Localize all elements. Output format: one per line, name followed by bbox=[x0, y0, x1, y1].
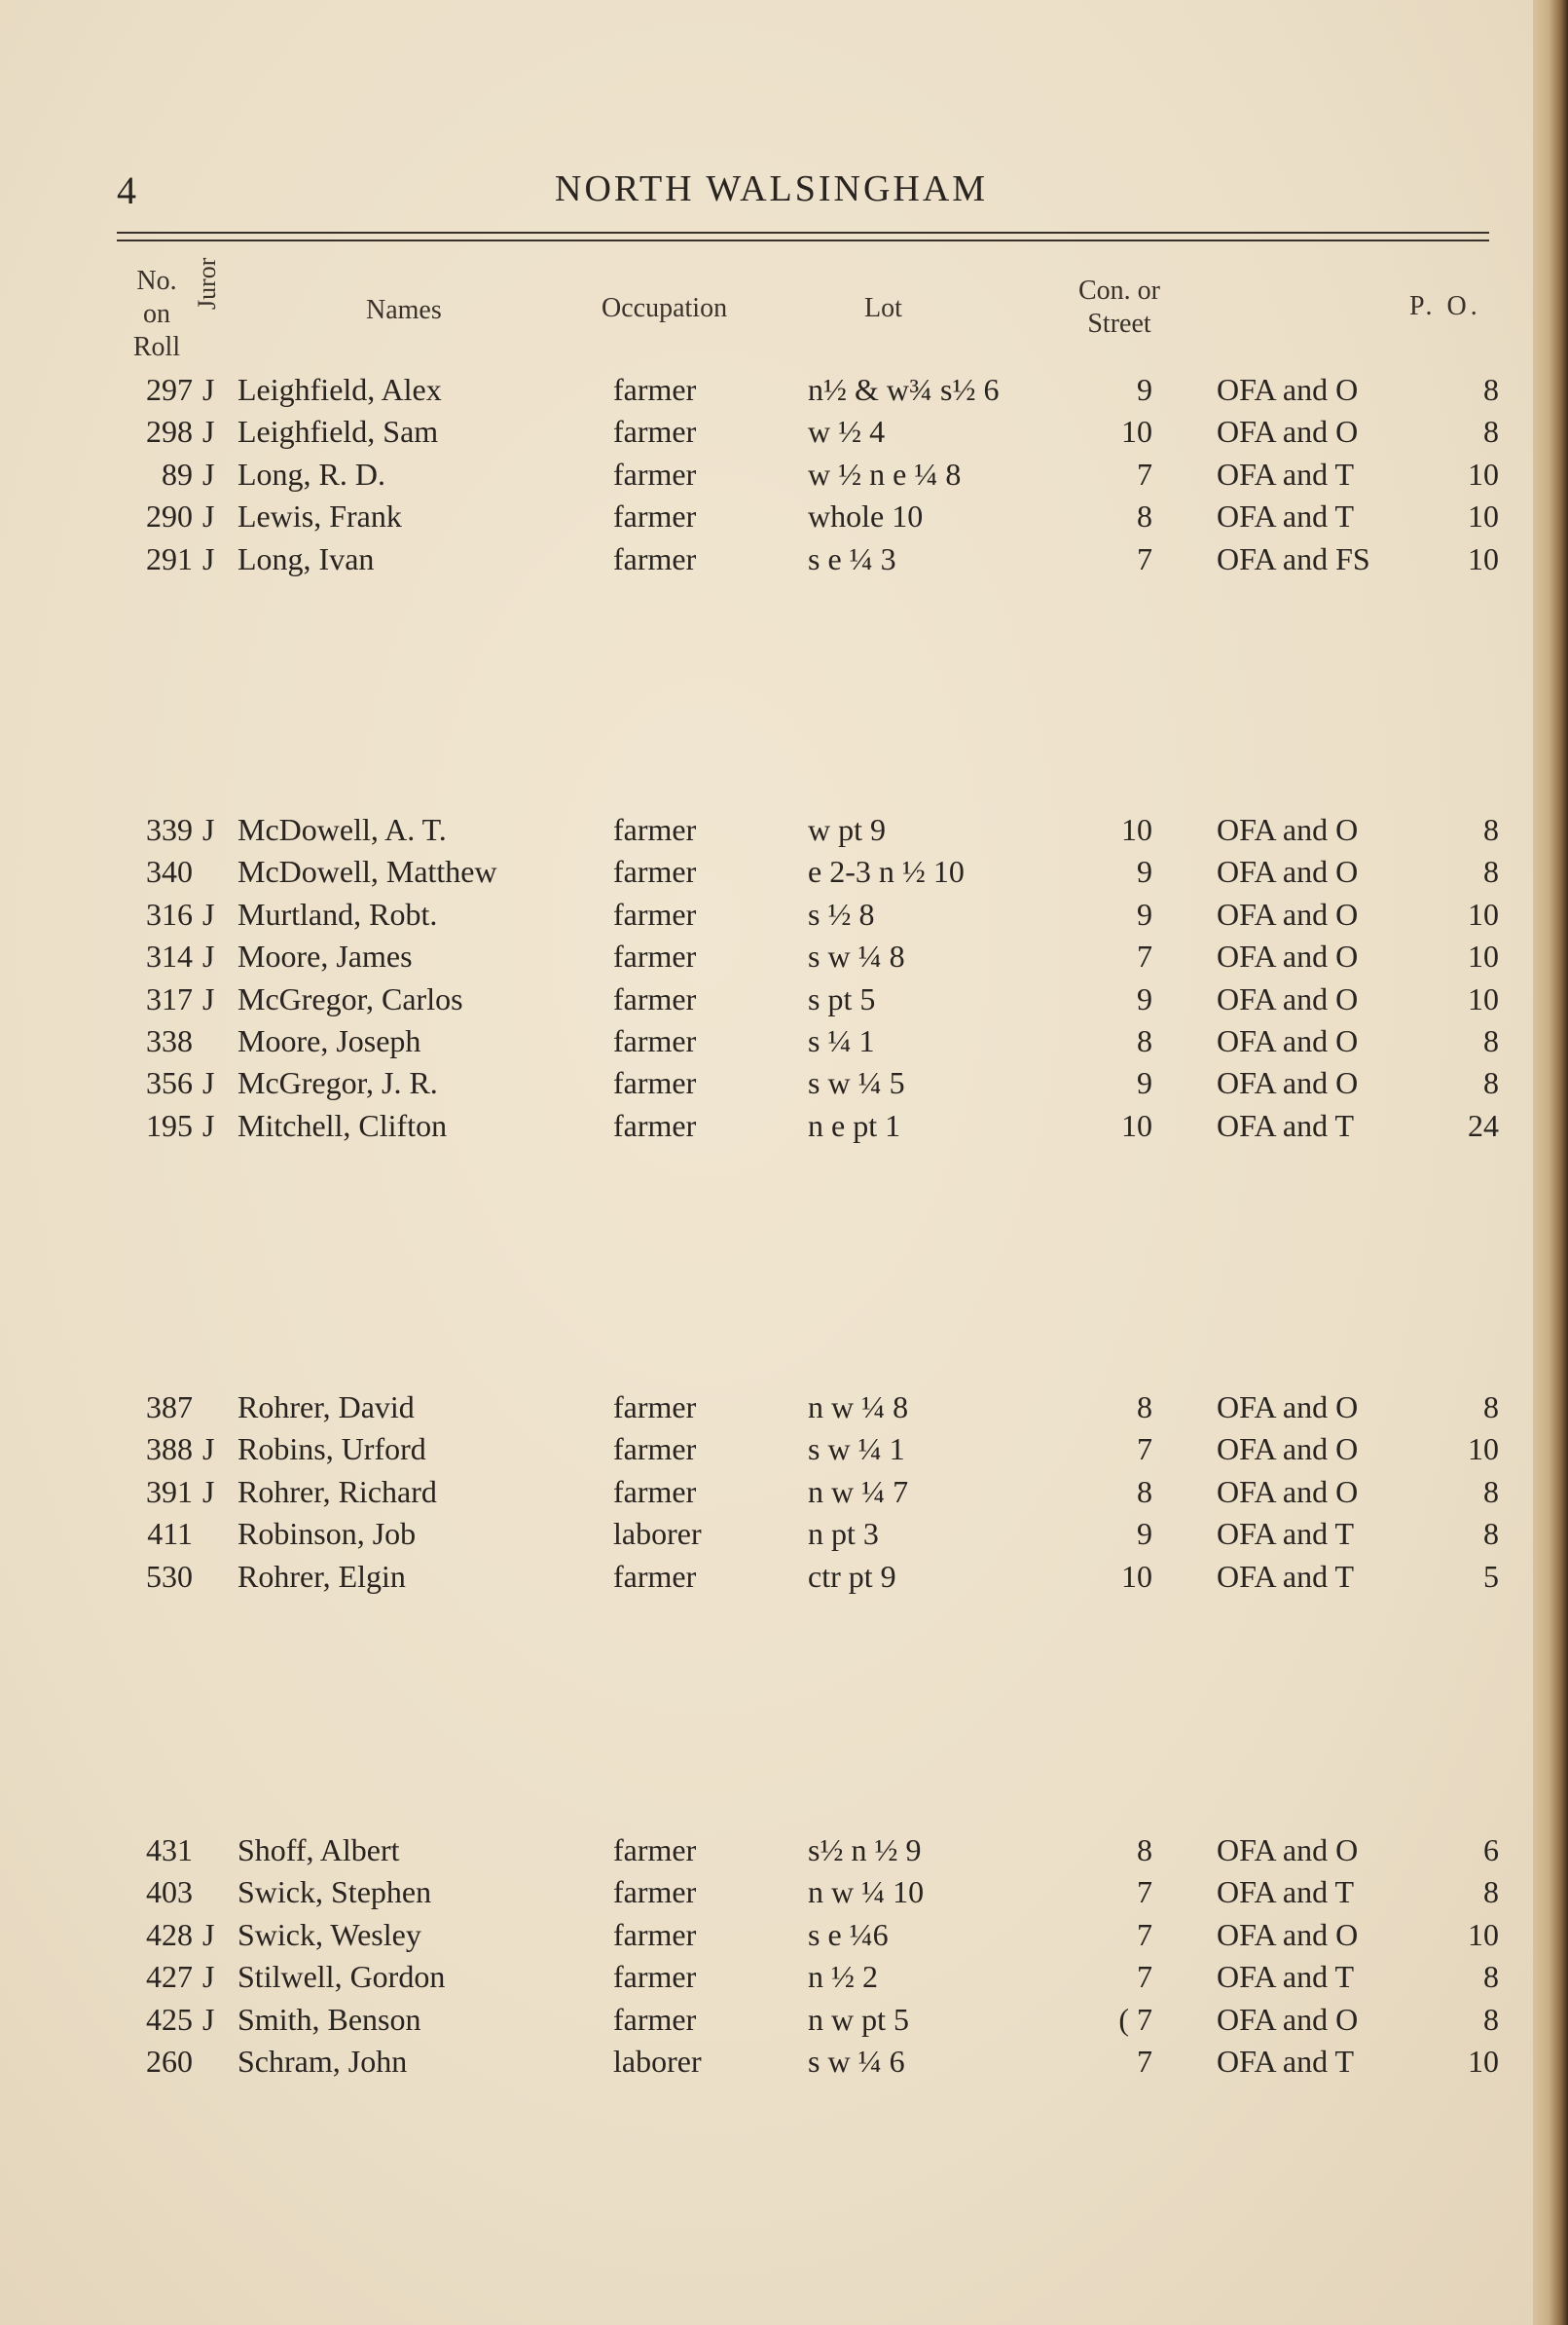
concession: 7 bbox=[1137, 1874, 1152, 1910]
distance: 8 bbox=[1483, 1065, 1499, 1101]
table-row bbox=[0, 1021, 1568, 1060]
concession: 8 bbox=[1137, 498, 1152, 535]
lot: n pt 3 bbox=[808, 1516, 879, 1552]
roll-number: 403 bbox=[146, 1874, 193, 1910]
person-name: Smith, Benson bbox=[237, 2001, 421, 2037]
roll-number: 339 bbox=[146, 812, 193, 847]
distance: 10 bbox=[1468, 939, 1499, 975]
distance: 10 bbox=[1468, 896, 1499, 932]
distance: 8 bbox=[1483, 1389, 1499, 1424]
concession: 7 bbox=[1137, 2044, 1152, 2079]
roll-number: 391 bbox=[146, 1473, 193, 1509]
concession: 8 bbox=[1137, 1473, 1152, 1509]
lot: n e pt 1 bbox=[808, 1107, 901, 1143]
page-title: NORTH WALSINGHAM bbox=[555, 168, 989, 209]
person-name: McGregor, Carlos bbox=[237, 980, 463, 1016]
lot: n w ¼ 8 bbox=[808, 1389, 909, 1424]
person-name: Swick, Stephen bbox=[237, 1874, 432, 1910]
lot: s ¼ 1 bbox=[808, 1023, 875, 1058]
concession: 7 bbox=[1137, 540, 1152, 576]
concession: 9 bbox=[1137, 854, 1152, 890]
page-number: 4 bbox=[117, 168, 136, 212]
lot: n w ¼ 10 bbox=[808, 1874, 925, 1910]
occupation: farmer bbox=[613, 540, 697, 576]
occupation: farmer bbox=[613, 2001, 697, 2037]
person-name: Swick, Wesley bbox=[237, 1916, 421, 1952]
juror-mark: J bbox=[202, 456, 215, 492]
roll-number: 387 bbox=[146, 1389, 193, 1424]
distance: 10 bbox=[1468, 2044, 1499, 2079]
roll-number: 428 bbox=[146, 1916, 193, 1952]
lot: w ½ n e ¼ 8 bbox=[808, 456, 962, 492]
roll-number: 427 bbox=[146, 1959, 193, 1995]
roll-number: 298 bbox=[146, 414, 193, 450]
distance: 10 bbox=[1468, 1431, 1499, 1467]
post-office: OFA and O bbox=[1217, 372, 1359, 407]
occupation: farmer bbox=[613, 498, 697, 535]
concession: 8 bbox=[1137, 1832, 1152, 1867]
table-row bbox=[0, 1830, 1568, 1869]
juror-mark: J bbox=[202, 1065, 215, 1101]
lot: s w ¼ 5 bbox=[808, 1065, 905, 1101]
juror-mark: J bbox=[202, 1107, 215, 1143]
distance: 8 bbox=[1483, 1516, 1499, 1552]
post-office: OFA and T bbox=[1217, 1516, 1355, 1552]
person-name: Leighfield, Sam bbox=[237, 414, 439, 450]
roll-number: 338 bbox=[146, 1023, 193, 1058]
person-name: McGregor, J. R. bbox=[237, 1065, 438, 1101]
roll-number: 290 bbox=[146, 498, 193, 535]
table-row bbox=[0, 1429, 1568, 1468]
table-row bbox=[0, 895, 1568, 934]
occupation: farmer bbox=[613, 456, 697, 492]
distance: 10 bbox=[1468, 498, 1499, 535]
table-row bbox=[0, 2042, 1568, 2081]
person-name: Schram, John bbox=[237, 2044, 408, 2079]
post-office: OFA and T bbox=[1217, 1959, 1355, 1995]
post-office: OFA and FS bbox=[1217, 540, 1370, 576]
distance: 10 bbox=[1468, 1916, 1499, 1952]
table-row bbox=[0, 810, 1568, 849]
occupation: farmer bbox=[613, 1558, 697, 1594]
lot: w ½ 4 bbox=[808, 414, 886, 450]
roll-number: 291 bbox=[146, 540, 193, 576]
lot: s pt 5 bbox=[808, 980, 876, 1016]
distance: 8 bbox=[1483, 372, 1499, 407]
occupation: farmer bbox=[613, 812, 697, 847]
column-header-juror: Juror bbox=[193, 257, 221, 310]
person-name: Long, Ivan bbox=[237, 540, 375, 576]
post-office: OFA and T bbox=[1217, 1874, 1355, 1910]
occupation: farmer bbox=[613, 1959, 697, 1995]
concession: 7 bbox=[1137, 939, 1152, 975]
post-office: OFA and T bbox=[1217, 498, 1355, 535]
juror-mark: J bbox=[202, 498, 215, 535]
occupation: farmer bbox=[613, 1874, 697, 1910]
lot: s w ¼ 1 bbox=[808, 1431, 905, 1467]
distance: 8 bbox=[1483, 812, 1499, 847]
table-row bbox=[0, 1957, 1568, 1996]
distance: 8 bbox=[1483, 1023, 1499, 1058]
person-name: McDowell, Matthew bbox=[237, 854, 497, 890]
person-name: Rohrer, Richard bbox=[237, 1473, 437, 1509]
roll-number: 411 bbox=[147, 1516, 193, 1552]
table-row bbox=[0, 1472, 1568, 1511]
post-office: OFA and O bbox=[1217, 812, 1359, 847]
distance: 5 bbox=[1483, 1558, 1499, 1594]
table-row bbox=[0, 1872, 1568, 1911]
table-row bbox=[0, 979, 1568, 1018]
column-header-occupation: Occupation bbox=[602, 293, 728, 323]
occupation: farmer bbox=[613, 854, 697, 890]
juror-mark: J bbox=[202, 1916, 215, 1952]
person-name: Moore, Joseph bbox=[237, 1023, 421, 1058]
juror-mark: J bbox=[202, 1431, 215, 1467]
roll-number: 530 bbox=[146, 1558, 193, 1594]
juror-mark: J bbox=[202, 1473, 215, 1509]
post-office: OFA and O bbox=[1217, 1065, 1359, 1101]
person-name: Moore, James bbox=[237, 939, 413, 975]
table-row bbox=[0, 1915, 1568, 1954]
column-header-con-or-street: Con. or Street bbox=[1078, 276, 1160, 339]
table-row bbox=[0, 2000, 1568, 2039]
lot: s e ¼6 bbox=[808, 1916, 889, 1952]
person-name: Robinson, Job bbox=[237, 1516, 417, 1552]
occupation: farmer bbox=[613, 1065, 697, 1101]
person-name: Mitchell, Clifton bbox=[237, 1107, 448, 1143]
roll-number: 317 bbox=[146, 980, 193, 1016]
table-row bbox=[0, 1387, 1568, 1426]
concession: 9 bbox=[1137, 372, 1152, 407]
distance: 8 bbox=[1483, 854, 1499, 890]
lot: s w ¼ 6 bbox=[808, 2044, 905, 2079]
post-office: OFA and O bbox=[1217, 2001, 1359, 2037]
header-rule-bottom bbox=[117, 240, 1489, 241]
lot: whole 10 bbox=[808, 498, 924, 535]
juror-mark: J bbox=[202, 980, 215, 1016]
distance: 10 bbox=[1468, 540, 1499, 576]
person-name: Rohrer, David bbox=[237, 1389, 415, 1424]
distance: 8 bbox=[1483, 414, 1499, 450]
juror-mark: J bbox=[202, 896, 215, 932]
header-rule-top bbox=[117, 232, 1489, 234]
concession: 9 bbox=[1137, 896, 1152, 932]
distance: 8 bbox=[1483, 1874, 1499, 1910]
post-office: OFA and O bbox=[1217, 414, 1359, 450]
distance: 8 bbox=[1483, 2001, 1499, 2037]
occupation: farmer bbox=[613, 896, 697, 932]
post-office: OFA and O bbox=[1217, 1832, 1359, 1867]
juror-mark: J bbox=[202, 939, 215, 975]
lot: e 2-3 n ½ 10 bbox=[808, 854, 965, 890]
person-name: Lewis, Frank bbox=[237, 498, 402, 535]
occupation: farmer bbox=[613, 1023, 697, 1058]
concession: 10 bbox=[1121, 1107, 1152, 1143]
occupation: farmer bbox=[613, 372, 697, 407]
person-name: Rohrer, Elgin bbox=[237, 1558, 406, 1594]
post-office: OFA and O bbox=[1217, 1389, 1359, 1424]
distance: 24 bbox=[1468, 1107, 1499, 1143]
table-row bbox=[0, 1063, 1568, 1102]
juror-mark: J bbox=[202, 812, 215, 847]
roll-number: 316 bbox=[146, 896, 193, 932]
lot: n w ¼ 7 bbox=[808, 1473, 909, 1509]
lot: s w ¼ 8 bbox=[808, 939, 905, 975]
concession: 8 bbox=[1137, 1023, 1152, 1058]
occupation: farmer bbox=[613, 1473, 697, 1509]
distance: 6 bbox=[1483, 1832, 1499, 1867]
concession: 7 bbox=[1137, 1431, 1152, 1467]
table-row bbox=[0, 370, 1568, 409]
table-row bbox=[0, 1106, 1568, 1145]
concession: 9 bbox=[1137, 980, 1152, 1016]
table-row bbox=[0, 937, 1568, 976]
occupation: farmer bbox=[613, 1832, 697, 1867]
juror-mark: J bbox=[202, 540, 215, 576]
lot: ctr pt 9 bbox=[808, 1558, 896, 1594]
post-office: OFA and O bbox=[1217, 1916, 1359, 1952]
table-row bbox=[0, 539, 1568, 578]
roll-number: 425 bbox=[146, 2001, 193, 2037]
roll-number: 356 bbox=[146, 1065, 193, 1101]
person-name: Robins, Urford bbox=[237, 1431, 426, 1467]
distance: 10 bbox=[1468, 456, 1499, 492]
post-office: OFA and O bbox=[1217, 1473, 1359, 1509]
concession: 10 bbox=[1121, 414, 1152, 450]
person-name: McDowell, A. T. bbox=[237, 812, 447, 847]
table-row bbox=[0, 852, 1568, 891]
concession: ( 7 bbox=[1118, 2001, 1152, 2037]
distance: 8 bbox=[1483, 1473, 1499, 1509]
occupation: farmer bbox=[613, 1107, 697, 1143]
post-office: OFA and O bbox=[1217, 939, 1359, 975]
table-row bbox=[0, 455, 1568, 494]
lot: w pt 9 bbox=[808, 812, 886, 847]
post-office: OFA and O bbox=[1217, 1431, 1359, 1467]
concession: 7 bbox=[1137, 1959, 1152, 1995]
post-office: OFA and T bbox=[1217, 2044, 1355, 2079]
post-office: OFA and O bbox=[1217, 1023, 1359, 1058]
post-office: OFA and T bbox=[1217, 1107, 1355, 1143]
person-name: Leighfield, Alex bbox=[237, 372, 442, 407]
occupation: farmer bbox=[613, 939, 697, 975]
occupation: laborer bbox=[613, 1516, 702, 1552]
occupation: farmer bbox=[613, 980, 697, 1016]
post-office: OFA and O bbox=[1217, 896, 1359, 932]
roll-number: 195 bbox=[146, 1107, 193, 1143]
table-row bbox=[0, 1557, 1568, 1596]
concession: 8 bbox=[1137, 1389, 1152, 1424]
lot: s ½ 8 bbox=[808, 896, 875, 932]
concession: 9 bbox=[1137, 1065, 1152, 1101]
juror-mark: J bbox=[202, 1959, 215, 1995]
distance: 10 bbox=[1468, 980, 1499, 1016]
post-office: OFA and O bbox=[1217, 980, 1359, 1016]
person-name: Long, R. D. bbox=[237, 456, 385, 492]
occupation: farmer bbox=[613, 1431, 697, 1467]
distance: 8 bbox=[1483, 1959, 1499, 1995]
roll-number: 431 bbox=[146, 1832, 193, 1867]
roll-number: 89 bbox=[162, 456, 193, 492]
column-header-names: Names bbox=[366, 295, 442, 325]
occupation: farmer bbox=[613, 1916, 697, 1952]
roll-number: 297 bbox=[146, 372, 193, 407]
person-name: Stilwell, Gordon bbox=[237, 1959, 446, 1995]
post-office: OFA and T bbox=[1217, 1558, 1355, 1594]
post-office: OFA and O bbox=[1217, 854, 1359, 890]
juror-mark: J bbox=[202, 372, 215, 407]
juror-mark: J bbox=[202, 414, 215, 450]
concession: 10 bbox=[1121, 1558, 1152, 1594]
column-header-po: P. O. bbox=[1409, 291, 1481, 321]
table-row bbox=[0, 497, 1568, 535]
lot: n½ & w¾ s½ 6 bbox=[808, 372, 1000, 407]
column-header-no-on-roll: No. on Roll bbox=[132, 266, 181, 362]
concession: 7 bbox=[1137, 456, 1152, 492]
occupation: farmer bbox=[613, 1389, 697, 1424]
person-name: Shoff, Albert bbox=[237, 1832, 400, 1867]
roll-number: 314 bbox=[146, 939, 193, 975]
roll-number: 388 bbox=[146, 1431, 193, 1467]
roll-number: 340 bbox=[146, 854, 193, 890]
lot: n w pt 5 bbox=[808, 2001, 909, 2037]
concession: 10 bbox=[1121, 812, 1152, 847]
person-name: Murtland, Robt. bbox=[237, 896, 438, 932]
occupation: farmer bbox=[613, 414, 697, 450]
concession: 9 bbox=[1137, 1516, 1152, 1552]
table-row bbox=[0, 1514, 1568, 1553]
concession: 7 bbox=[1137, 1916, 1152, 1952]
column-header-lot: Lot bbox=[864, 293, 902, 323]
lot: s½ n ½ 9 bbox=[808, 1832, 922, 1867]
juror-mark: J bbox=[202, 2001, 215, 2037]
lot: n ½ 2 bbox=[808, 1959, 878, 1995]
lot: s e ¼ 3 bbox=[808, 540, 896, 576]
post-office: OFA and T bbox=[1217, 456, 1355, 492]
table-row bbox=[0, 412, 1568, 451]
roll-number: 260 bbox=[146, 2044, 193, 2079]
occupation: laborer bbox=[613, 2044, 702, 2079]
